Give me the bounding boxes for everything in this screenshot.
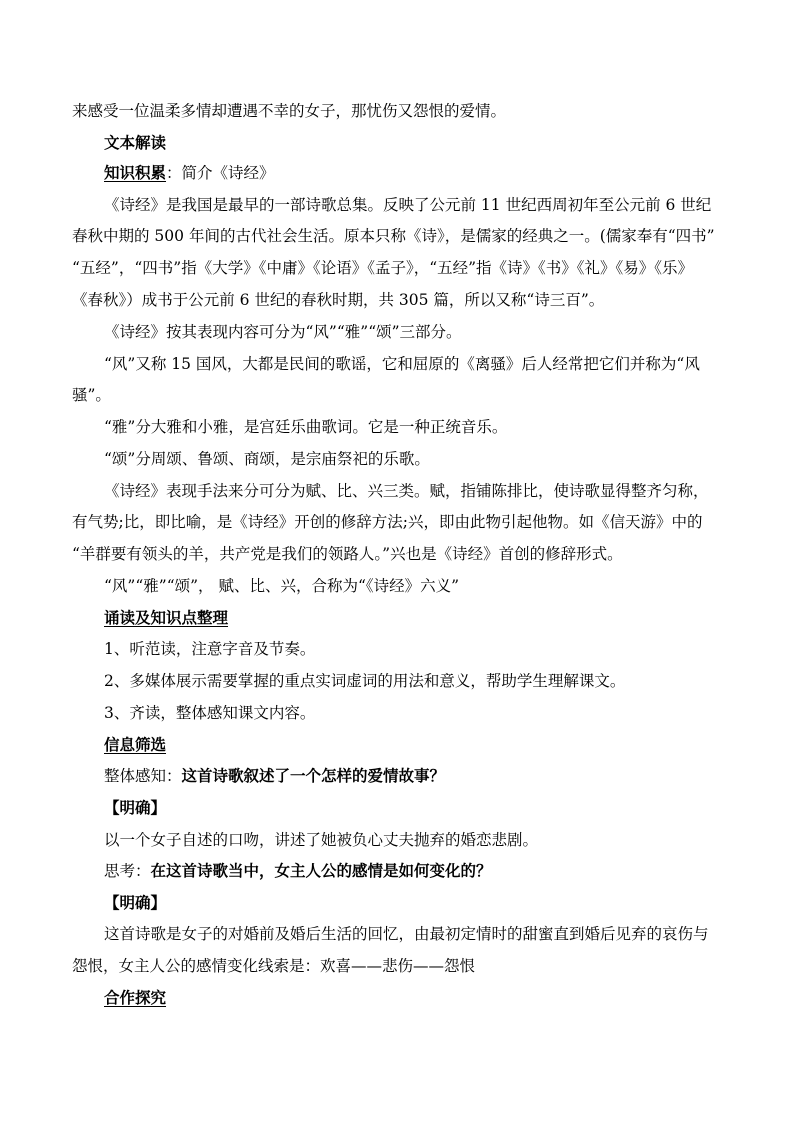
answer-label: 【明确】 xyxy=(104,893,167,912)
paragraph-line: 骚”。 xyxy=(72,386,111,404)
question-lead: 思考： xyxy=(104,862,151,880)
paragraph-line: 《诗经》是我国是最早的一部诗歌总集。反映了公元前 11 世纪西周初年至公元前 6 世纪 xyxy=(104,196,712,214)
section-heading-information-filter: 信息筛选 xyxy=(104,735,167,754)
paragraph-line: 春秋中期的 500 年间的古代社会生活。原本只称《诗》，是儒家的经典之一。(儒家奉有“四书” xyxy=(72,227,715,245)
list-item: 1、听范读，注意字音及节奏。 xyxy=(104,640,316,658)
paragraph-line: “羊群要有领头的羊，共产党是我们的领路人。”兴也是《诗经》首创的修辞形式。 xyxy=(72,545,623,563)
paragraph-line: 《诗经》表现手法来分可分为赋、比、兴三类。赋，指铺陈排比，使诗歌显得整齐匀称， xyxy=(104,482,709,500)
paragraph-line: 《春秋》）成书于公元前 6 世纪的春秋时期，共 305 篇，所以又称“诗三百”。 xyxy=(72,291,605,309)
paragraph-line: “风”又称 15 国风，大都是民间的歌谣，它和屈原的《离骚》后人经常把它们并称为“风 xyxy=(104,355,700,373)
knowledge-topic: ：简介《诗经》 xyxy=(166,164,275,182)
answer-text: 以一个女子自述的口吻，讲述了她被负心丈夫抛弃的婚恋悲剧。 xyxy=(104,831,539,849)
question-line xyxy=(104,766,445,786)
paragraph-line: “风”“雅”“颂”， 赋、比、兴，合称为“《诗经》六义” xyxy=(104,577,460,595)
paragraph-line: 《诗经》按其表现内容可分为“风”“雅”“颂”三部分。 xyxy=(104,323,462,341)
question-text: 这首诗歌叙述了一个怎样的爱情故事？ xyxy=(181,766,446,785)
answer-label: 【明确】 xyxy=(104,798,167,817)
question-text: 在这首诗歌当中，女主人公的感情是如何变化的？ xyxy=(150,861,492,880)
intro-line: 来感受一位温柔多情却遭遇不幸的女子，那忧伤又怨恨的爱情。 xyxy=(72,102,507,120)
paragraph-line: “颂”分周颂、鲁颂、商颂，是宗庙祭祀的乐歌。 xyxy=(104,450,430,468)
section-heading-recitation: 诵读及知识点整理 xyxy=(104,608,229,627)
knowledge-heading: 知识积累 xyxy=(104,163,167,182)
list-item: 2、多媒体展示需要掌握的重点实词虚词的用法和意义，帮助学生理解课文。 xyxy=(104,672,626,690)
section-heading-text-reading: 文本解读 xyxy=(104,133,167,152)
list-item: 3、齐读，整体感知课文内容。 xyxy=(104,704,316,722)
answer-text: 这首诗歌是女子的对婚前及婚后生活的回忆，由最初定情时的甜蜜直到婚后见弃的哀伤与 xyxy=(104,925,709,943)
question-line xyxy=(104,861,492,881)
paragraph-line: 有气势;比，即比喻，是《诗经》开创的修辞方法;兴，即由此物引起他物。如《信天游》中的 xyxy=(72,513,703,531)
question-lead: 整体感知： xyxy=(104,767,182,785)
paragraph-line: “五经”，“四书”指《大学》《中庸》《论语》《孟子》，“五经”指《诗》《书》《礼》《易》《乐》 xyxy=(72,259,694,277)
paragraph-line: “雅”分大雅和小雅，是宫廷乐曲歌词。它是一种正统音乐。 xyxy=(104,418,508,436)
knowledge-line xyxy=(104,163,275,183)
answer-text: 怨恨，女主人公的感情变化线索是：欢喜——悲伤——怨恨 xyxy=(72,957,476,975)
section-heading-cooperative-inquiry: 合作探究 xyxy=(104,988,167,1007)
